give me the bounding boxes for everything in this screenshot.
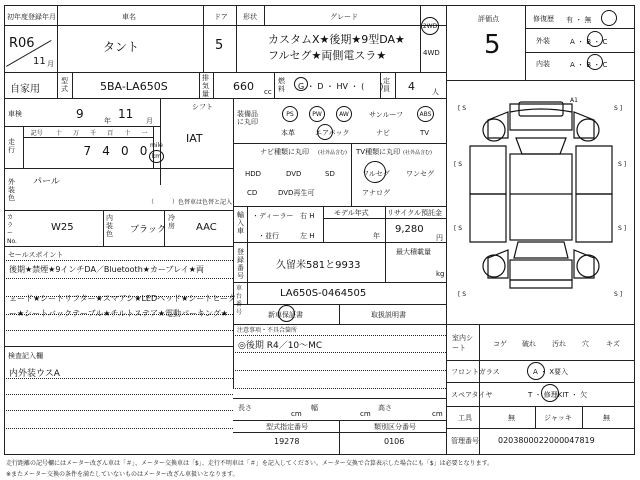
bracket-label: S ] xyxy=(614,291,623,298)
use-value: 自家用 xyxy=(10,84,40,95)
equip-item: サンルーフ xyxy=(369,111,404,119)
type-label: 型式指定番号 xyxy=(266,423,308,431)
seat-item: 破れ xyxy=(522,340,536,348)
recycle-value: 9,280 xyxy=(395,224,424,235)
mileage-digit: 7 xyxy=(83,144,92,158)
import-dealer: ・ディーラー xyxy=(252,212,294,220)
score-label: 評価点 xyxy=(478,15,499,23)
import-label: 輸入車 xyxy=(237,211,244,235)
grade-line-1: カスタムX★後期★9型DA★ xyxy=(268,33,405,46)
seat-item: キズ xyxy=(606,340,620,348)
equip-item: AW xyxy=(339,110,349,118)
4wd-text: 4WD xyxy=(423,49,440,57)
max-load-unit: kg xyxy=(436,270,445,278)
tv-note: (社外品含む) xyxy=(403,150,432,156)
spare-tire-label: スペアタイヤ xyxy=(451,391,493,399)
mileage-header: 一 xyxy=(141,130,148,137)
first-reg-month-unit: 月 xyxy=(47,60,54,68)
equipment-label: 装備品に丸印 xyxy=(237,110,258,126)
plate-label: 登録番号 xyxy=(237,248,244,280)
displacement-value: 660 xyxy=(233,80,254,93)
capacity-value: 4 xyxy=(408,80,415,93)
model-label: 型式 xyxy=(61,77,68,93)
repair-options: 有 ・ 無 xyxy=(566,16,592,24)
equip-item2: TV xyxy=(420,129,430,137)
footer-line-1: 走行距離の記号欄にはメーター改ざん車は「＃」、メーター交換車は「$」、走行不明車は「＃」を記入してください。メーター交換で合算表示した場合にも「$」は必要となります。 xyxy=(6,460,494,467)
grade-line-2: フルセグ★両側電スラ★ xyxy=(268,49,387,62)
capacity-unit: 人 xyxy=(432,88,439,96)
2wd-text: 2WD xyxy=(422,22,438,30)
interior-color-label: 内装色 xyxy=(106,214,113,238)
car-name-label: 車名 xyxy=(122,13,136,21)
exterior-color: パール xyxy=(33,177,60,187)
mileage-header: 万 xyxy=(73,130,80,137)
notes-value: ◎後期 R4／10〜MC xyxy=(238,341,323,351)
inspection-label: 車検 xyxy=(8,110,22,118)
equip-item2: 本革 xyxy=(281,129,295,137)
mileage-digit: 0 xyxy=(139,144,148,158)
diagram-marker: A1 xyxy=(570,97,578,104)
interior-options: A ・ B ・ C xyxy=(570,61,608,69)
door-label: ドア xyxy=(214,13,228,21)
first-reg-month: 11 xyxy=(33,56,46,67)
tv-fullseg-circle xyxy=(364,161,386,183)
equip-item2: ナビ xyxy=(376,129,390,137)
bracket-label: [ S xyxy=(458,291,467,298)
tools-value: 無 xyxy=(508,414,515,422)
inspection-month: 11 xyxy=(118,107,134,121)
car-name: タント xyxy=(103,40,140,54)
mileage-header: 十 xyxy=(55,130,62,137)
mileage-digit: 0 xyxy=(121,144,129,158)
bracket-label: [ S xyxy=(454,225,463,232)
footer-line-2: ※またメーター交換の条件を満たしていないものはメーター改ざん車扱いとなります。 xyxy=(6,471,239,478)
tools-label: 工具 xyxy=(458,414,472,422)
first-reg-era-year: R06 xyxy=(9,36,35,51)
door-value: 5 xyxy=(215,38,224,53)
interior-label: 内装 xyxy=(536,60,550,68)
sales-points-label: セールスポイント xyxy=(8,251,64,259)
interior-seats-label: 室内シート xyxy=(452,334,473,352)
category-value: 0106 xyxy=(384,437,405,446)
navi-item: DVD xyxy=(286,170,302,178)
2wd-circle xyxy=(421,17,439,35)
model-value: 5BA-LA650S xyxy=(100,80,168,93)
chassis-label: 車台番号 xyxy=(236,285,243,316)
displacement-unit: cc xyxy=(264,88,272,96)
color-note: （ ）色替車は色替と記入 xyxy=(148,199,233,206)
recycle-label: リサイクル預託金 xyxy=(387,209,443,217)
inspection-year: 9 xyxy=(76,107,84,121)
import-parallel: ・並行 xyxy=(258,232,279,240)
bracket-label: S ] xyxy=(614,105,623,112)
equip-aw-circle xyxy=(336,106,352,122)
mileage-label: 走行 xyxy=(8,138,15,154)
model-year-label: モデル年式 xyxy=(334,209,369,217)
mileage-digits xyxy=(78,144,153,160)
fuel-options: G ・ D ・ HV ・ ( ) xyxy=(298,82,384,91)
mileage-unit-mile: mile xyxy=(150,142,163,149)
exterior-color-label: 外装色 xyxy=(8,178,15,202)
windshield-label: フロントガラス xyxy=(451,368,500,376)
mileage-header: 記号 xyxy=(30,130,43,137)
color-no-label: カラーNo. xyxy=(7,214,17,245)
navi-item: DVD再生可 xyxy=(278,189,315,197)
inspector-value: 内外装ウスA xyxy=(9,369,60,379)
type-value: 19278 xyxy=(274,437,300,446)
equip-airbag-circle xyxy=(317,124,333,140)
sales-point-line: 後期★禁煙★9インチDA／Bluetooth★カーブレイ★両 xyxy=(9,265,204,274)
bracket-label: S ] xyxy=(618,225,627,232)
navi-item: CD xyxy=(247,189,258,197)
notes-label: 注意事項・不具合箇所 xyxy=(237,327,298,334)
max-load-label: 最大積載量 xyxy=(396,248,431,256)
mileage-header: 十 xyxy=(124,130,131,137)
interior-color: ブラック xyxy=(130,225,166,235)
tv-item: アナログ xyxy=(362,189,390,197)
mileage-header: 千 xyxy=(90,130,97,137)
exterior-options: A ・ B ・ C xyxy=(570,38,608,46)
windshield-a-circle xyxy=(527,362,545,380)
bracket-label: [ S xyxy=(458,105,467,112)
interior-b-circle xyxy=(587,54,603,70)
seat-item: コゲ xyxy=(493,340,507,348)
plate-value: 久留米581と9933 xyxy=(276,260,361,271)
score-value: 5 xyxy=(484,30,501,60)
mileage-digit-headers xyxy=(23,128,153,137)
shift-value: IAT xyxy=(186,132,203,145)
capacity-label: 定員 xyxy=(383,77,390,93)
handle-left: 左 H xyxy=(300,232,315,240)
equip-item: ABS xyxy=(419,110,432,118)
bracket-label: S ] xyxy=(618,161,627,168)
first-reg-label: 初年度登録年月 xyxy=(7,13,56,21)
exterior-label: 外装 xyxy=(536,37,550,45)
mileage-header: 百 xyxy=(107,130,114,137)
category-label: 類別区分番号 xyxy=(374,423,416,431)
equip-item: PW xyxy=(312,110,322,118)
management-value: 0203800022000047819 xyxy=(498,436,595,445)
sales-point-line: ェード★シートリフター★スマアシ★LEDヘッド★シートヒータ xyxy=(9,294,236,303)
mileage-km-circle xyxy=(149,150,164,163)
fuel-g-circle xyxy=(294,77,308,91)
equip-item2: エアバック xyxy=(315,129,350,137)
management-label: 管理番号 xyxy=(451,437,479,445)
tv-item: フルセグ xyxy=(362,170,390,178)
navi-header: ナビ種類に丸印 xyxy=(260,148,309,156)
grade-label: グレード xyxy=(330,13,358,21)
jack-label: ジャッキ xyxy=(544,414,572,422)
mileage-digit: 4 xyxy=(102,144,110,158)
ac-label: 冷房 xyxy=(168,214,175,230)
equip-pw-circle xyxy=(309,106,325,122)
car-damage-diagram xyxy=(448,82,634,322)
width-label: 幅 xyxy=(311,404,318,412)
color-no: W25 xyxy=(51,222,74,233)
navi-note: (社外品含む) xyxy=(318,150,347,156)
seat-item: 汚れ xyxy=(552,340,566,348)
equip-ps-circle xyxy=(282,106,298,122)
tv-header: TV種類に丸印 xyxy=(356,148,401,156)
displacement-label: 排気量 xyxy=(202,74,209,98)
shape-label: 形状 xyxy=(243,13,257,21)
fuel-label: 燃料 xyxy=(278,77,285,93)
height-label: 高さ xyxy=(378,404,392,412)
chassis-value: LA650S-0464505 xyxy=(280,288,367,299)
mileage-unit-km: km xyxy=(151,153,162,160)
shift-label: シフト xyxy=(192,103,213,111)
manual: 取扱説明書 xyxy=(371,311,406,319)
height-unit: cm xyxy=(432,410,443,418)
bracket-label: [ S xyxy=(454,161,463,168)
width-unit: cm xyxy=(360,410,371,418)
spare-tire-options: T ・ 修理KIT ・ 欠 xyxy=(528,391,588,399)
jack-value: 無 xyxy=(603,414,610,422)
sales-point-line: ー★シートバックテーブル★チルトステア★電動パーキング★ xyxy=(9,309,228,318)
handle-right: 右 H xyxy=(300,212,315,220)
repair-none-circle xyxy=(601,10,617,26)
equip-item: PS xyxy=(286,110,294,118)
repair-label: 修復歴 xyxy=(533,15,554,23)
ac-value: AAC xyxy=(196,222,217,233)
warranty-circle xyxy=(278,305,295,322)
navi-item: SD xyxy=(325,170,335,178)
new-warranty: 新車保証書 xyxy=(268,311,303,319)
spare-tire-kit-circle xyxy=(541,384,559,402)
inspection-month-unit: 月 xyxy=(146,117,153,125)
seat-item: 穴 xyxy=(582,340,589,348)
tv-item: ワンセグ xyxy=(406,170,434,178)
navi-item: HDD xyxy=(245,170,262,178)
model-year-unit: 年 xyxy=(373,232,380,240)
windshield-options: A ・ X要入 xyxy=(533,368,569,376)
length-label: 長さ xyxy=(238,404,252,412)
recycle-unit: 円 xyxy=(436,234,443,242)
equip-abs-circle xyxy=(417,106,434,122)
inspection-year-unit: 年 xyxy=(104,117,111,125)
inspector-label: 検査記入欄 xyxy=(8,352,43,360)
exterior-b-circle xyxy=(587,31,603,47)
length-unit: cm xyxy=(291,410,302,418)
